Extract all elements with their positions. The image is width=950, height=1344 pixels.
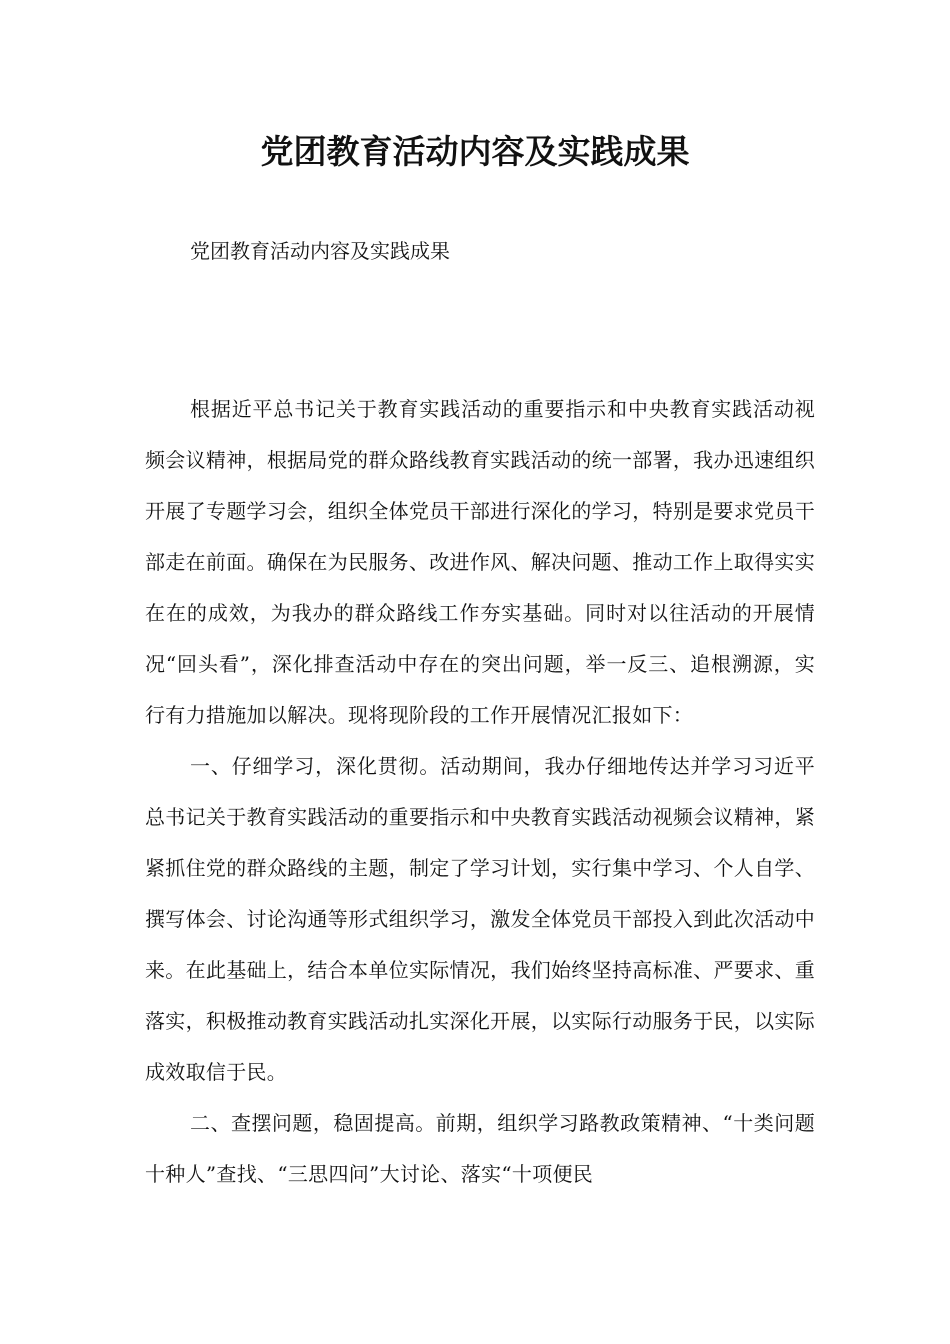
paragraph-section-2: 二、查摆问题，稳固提高。前期，组织学习路教政策精神、“十类问题十种人”查找、“三思四问”大讨论、落实“十项便民 xyxy=(145,1111,815,1186)
paragraph-intro: 根据近平总书记关于教育实践活动的重要指示和中央教育实践活动视频会议精神，根据局党的群众路线教育实践活动的统一部署，我办迅速组织开展了专题学习会，组织全体党员干部进行深化的学习，特别是要求党员干部走在前面。确保在为民服务、改进作风、解决问题、推动工作上取得实实在在的成效，为我办的群众路线工作夯实基础。同时对以往活动的开展情况“回头看”，深化排查活动中存在的突出问题，举一反三、追根溯源，实行有力措施加以解决。现将现阶段的工作开展情况汇报如下： xyxy=(145,397,815,727)
document-body xyxy=(145,384,815,1200)
paragraph-section-1: 一、仔细学习，深化贯彻。活动期间，我办仔细地传达并学习习近平总书记关于教育实践活动的重要指示和中央教育实践活动视频会议精神，紧紧抓住党的群众路线的主题，制定了学习计划，实行集中学习、个人自学、撰写体会、讨论沟通等形式组织学习，激发全体党员干部投入到此次活动中来。在此基础上，结合本单位实际情况，我们始终坚持高标准、严要求、重落实，积极推动教育实践活动扎实深化开展，以实际行动服务于民，以实际成效取信于民。 xyxy=(145,754,815,1084)
document-subtitle: 党团教育活动内容及实践成果 xyxy=(190,239,450,263)
document-title: 党团教育活动内容及实践成果 xyxy=(260,132,690,171)
